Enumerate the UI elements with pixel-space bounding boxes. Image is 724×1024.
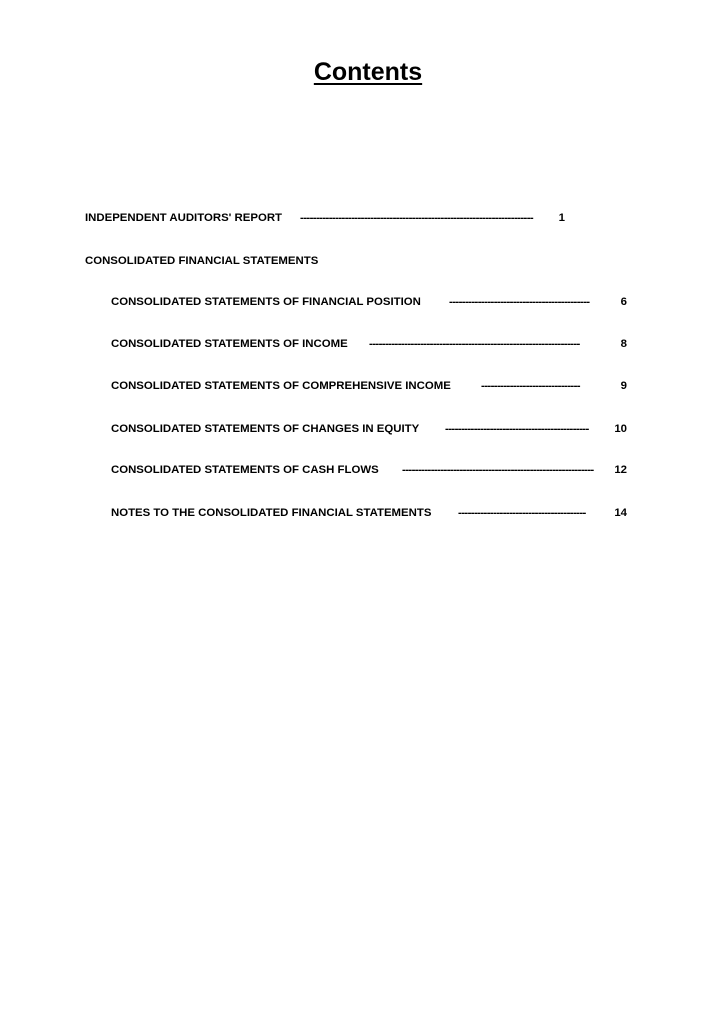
toc-entry-label: NOTES TO THE CONSOLIDATED FINANCIAL STATEMENTS (111, 507, 432, 519)
toc-entry-leader: ------------------------------------------------------------------ (369, 338, 580, 350)
toc-entry-notes[interactable] (111, 506, 631, 520)
toc-entry-cash-flows[interactable] (111, 463, 631, 477)
toc-entry-label: CONSOLIDATED STATEMENTS OF COMPREHENSIVE INCOME (111, 380, 451, 392)
toc-entry-auditors-report[interactable] (85, 211, 585, 225)
toc-entry-page-number: 12 (614, 464, 627, 476)
toc-entry-label: CONSOLIDATED STATEMENTS OF CASH FLOWS (111, 464, 379, 476)
toc-entry-leader: ---------------------------------------- (458, 507, 586, 519)
toc-entry-label: CONSOLIDATED STATEMENTS OF INCOME (111, 338, 348, 350)
toc-entry-label: CONSOLIDATED FINANCIAL STATEMENTS (85, 255, 319, 267)
toc-entry-page-number: 9 (620, 380, 627, 392)
toc-entry-label: CONSOLIDATED STATEMENTS OF FINANCIAL POSITION (111, 296, 421, 308)
toc-entry-page-number: 14 (614, 507, 627, 519)
toc-entry-leader: ------------------------------------------------------------ (402, 464, 594, 476)
toc-entry-leader: ------------------------------- (481, 380, 580, 392)
toc-entry-page-number: 1 (558, 212, 565, 224)
toc-section-heading[interactable] (85, 254, 385, 268)
toc-entry-label: INDEPENDENT AUDITORS' REPORT (85, 212, 282, 224)
toc-entry-comprehensive-income[interactable] (111, 379, 631, 393)
toc-entry-label: CONSOLIDATED STATEMENTS OF CHANGES IN EQUITY (111, 423, 420, 435)
toc-entry-leader: --------------------------------------------- (445, 423, 589, 435)
toc-entry-page-number: 8 (620, 338, 627, 350)
toc-entry-leader: ------------------------------------------------------------------------- (300, 212, 534, 224)
toc-entry-changes-in-equity[interactable] (111, 422, 631, 436)
page-title: Contents (313, 58, 423, 86)
toc-entry-financial-position[interactable] (111, 295, 631, 309)
toc-entry-income[interactable] (111, 337, 631, 351)
toc-entry-leader: -------------------------------------------- (449, 296, 590, 308)
toc-entry-page-number: 10 (614, 423, 627, 435)
toc-entry-page-number: 6 (620, 296, 627, 308)
